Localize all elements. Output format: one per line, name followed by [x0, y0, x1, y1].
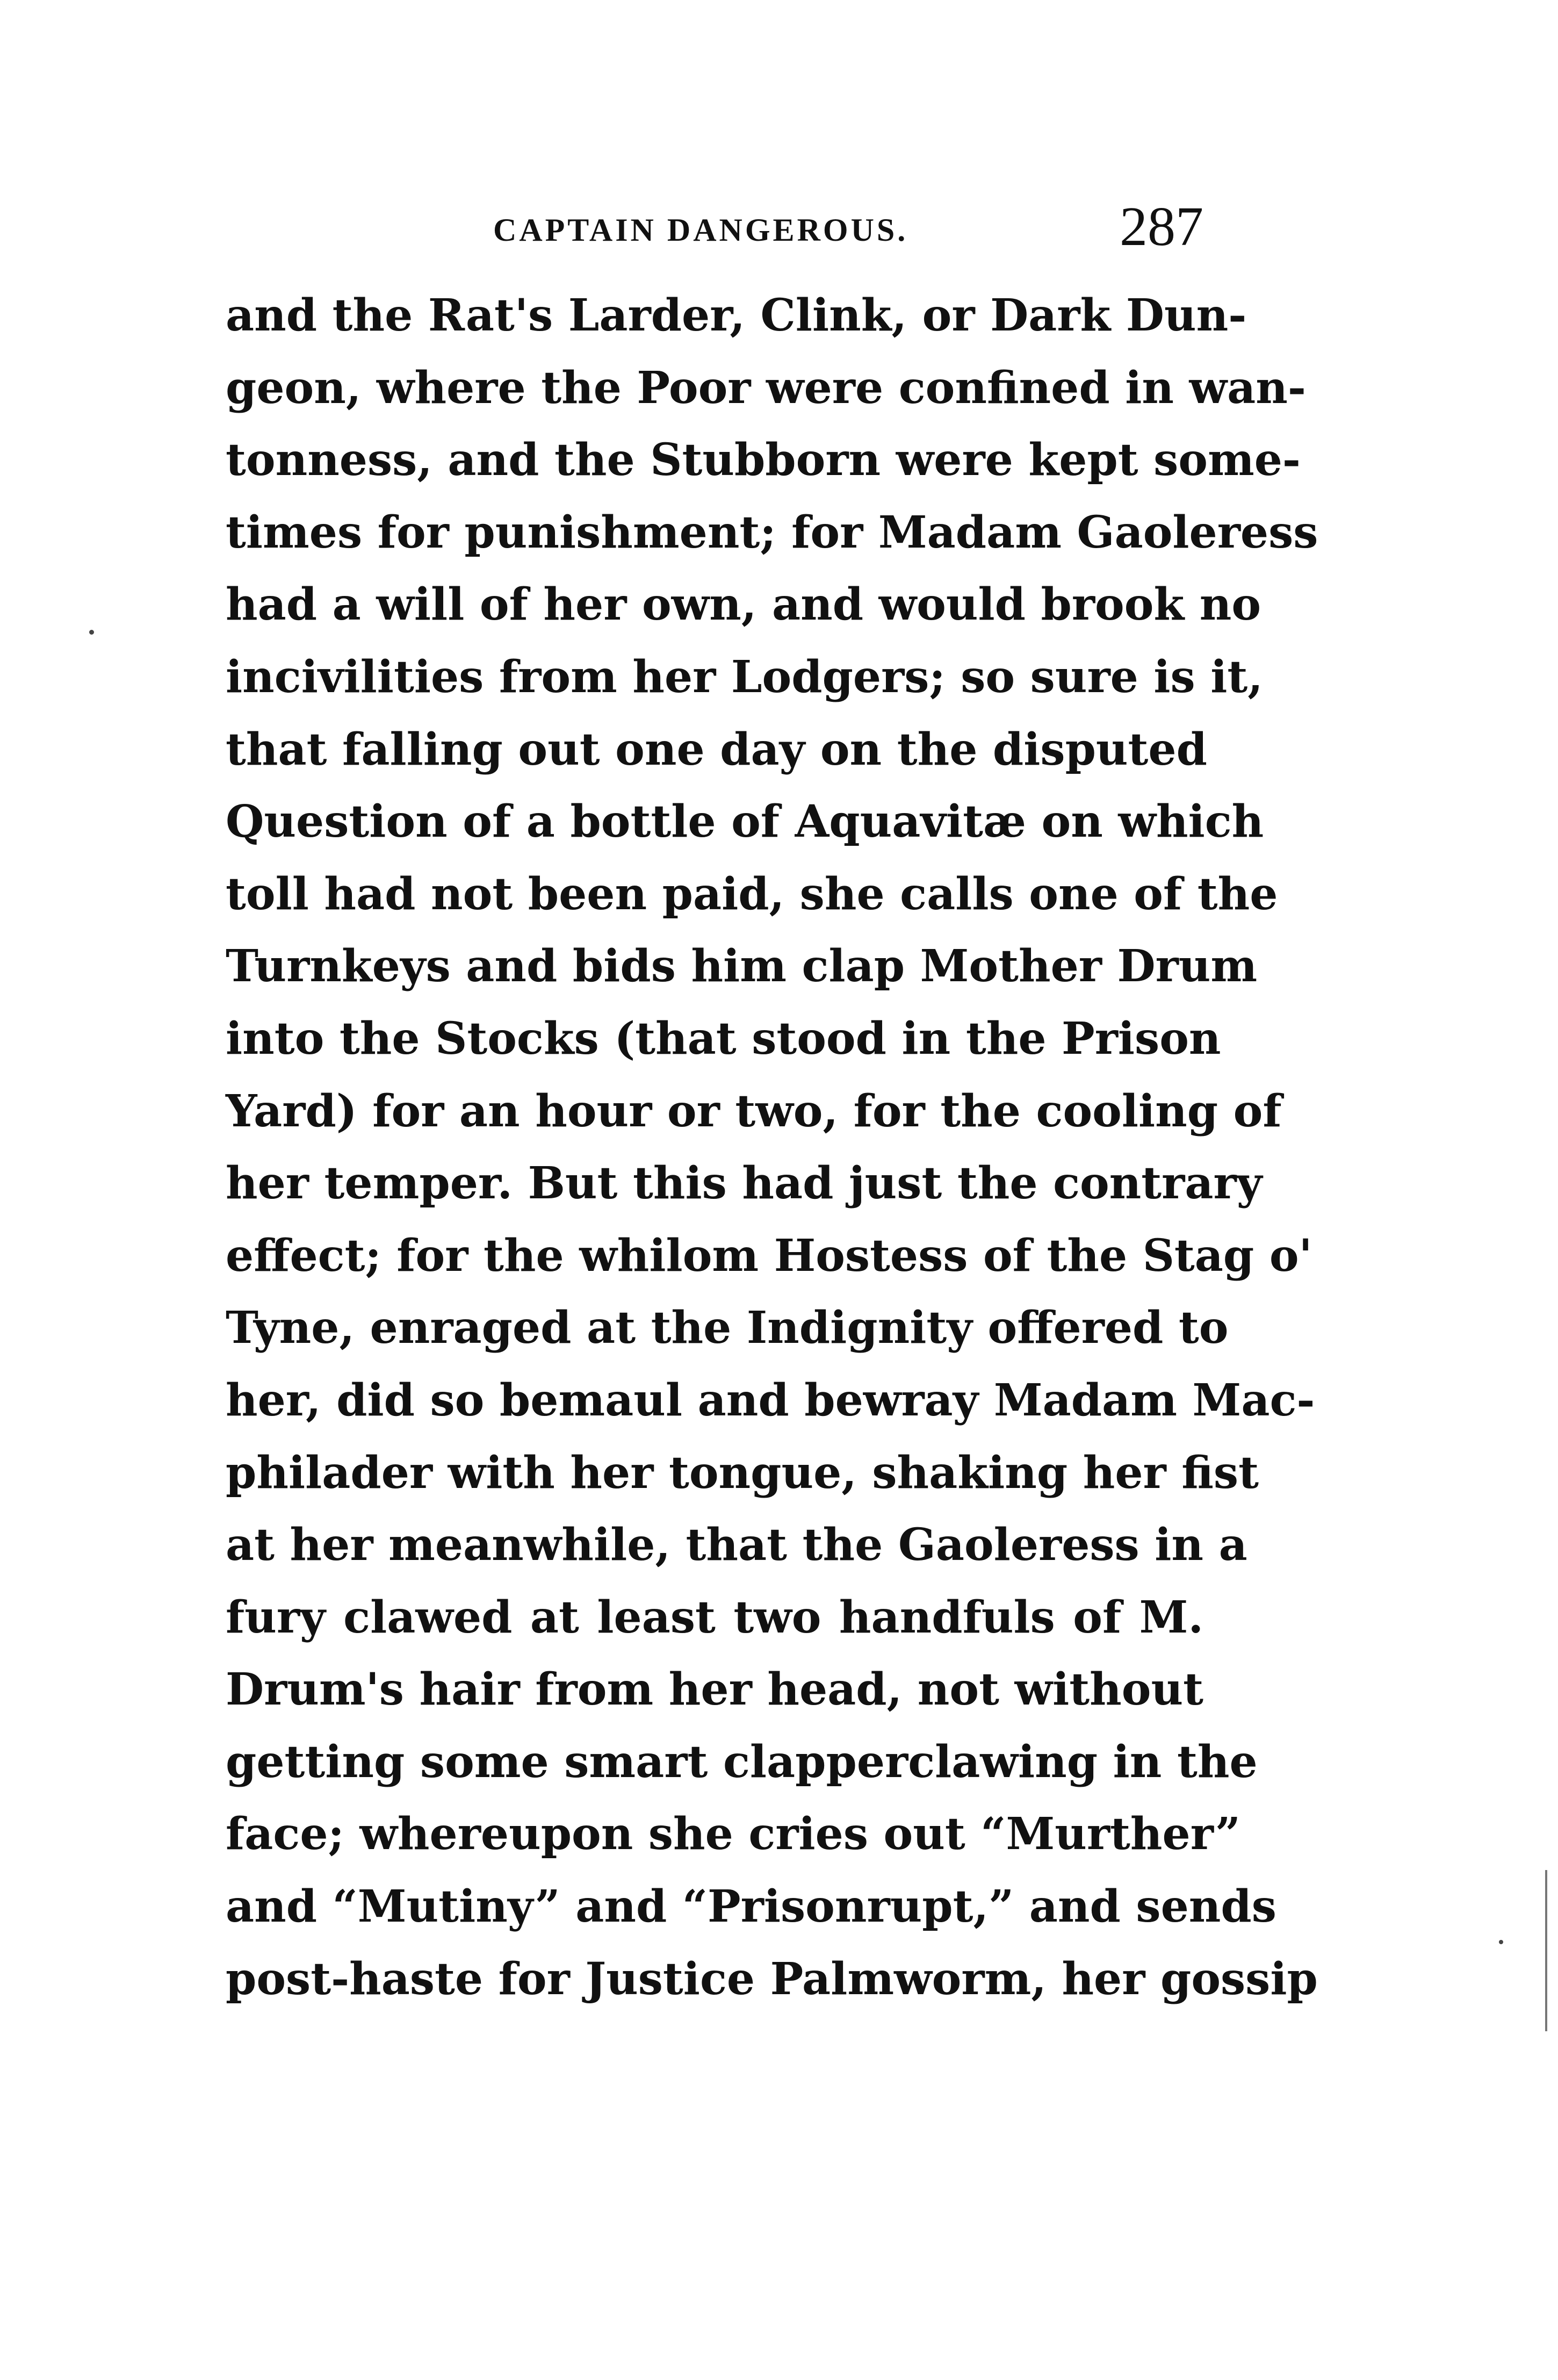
text-line: her, did so bemaul and bewray Madam Mac- — [226, 1374, 1315, 1426]
body-text — [226, 279, 1318, 2015]
text-line: Turnkeys and bids him clap Mother Drum — [226, 940, 1258, 993]
text-line: face; whereupon she cries out “Murther” — [226, 1808, 1241, 1860]
text-line: geon, where the Poor were confined in wan- — [226, 362, 1306, 414]
text-line: times for punishment; for Madam Gaoleress — [226, 506, 1318, 558]
text-line: getting some smart clapperclawing in the — [226, 1736, 1258, 1788]
text-line: and the Rat's Larder, Clink, or Dark Dun- — [226, 290, 1247, 341]
text-line: her temper. But this had just the contrary — [226, 1157, 1263, 1210]
scan-speck — [89, 630, 94, 635]
text-line: at her meanwhile, that the Gaoleress in a — [226, 1519, 1247, 1571]
text-line: Drum's hair from her head, not without — [226, 1664, 1203, 1716]
text-line: into the Stocks (that stood in the Prison — [226, 1012, 1221, 1065]
scan-speck — [1499, 1940, 1503, 1944]
text-line: incivilities from her Lodgers; so sure is it, — [226, 651, 1263, 703]
text-line: and “Mutiny” and “Prisonrupt,” and sends — [226, 1881, 1276, 1933]
running-title: CAPTAIN DANGEROUS. — [493, 212, 908, 248]
page-header — [226, 193, 1203, 258]
page-number: 287 — [1120, 196, 1203, 257]
text-line: fury clawed at least two handfuls of M. — [226, 1591, 1203, 1643]
text-line: Yard) for an hour or two, for the cooling of — [226, 1085, 1282, 1137]
text-line: post-haste for Justice Palmworm, her gossip — [226, 1953, 1318, 2005]
text-line: toll had not been paid, she calls one of the — [226, 868, 1278, 920]
scan-edge-line — [1545, 1870, 1547, 2031]
text-line: Question of a bottle of Aquavitæ on which — [226, 796, 1264, 848]
text-line: effect; for the whilom Hostess of the Stag o' — [226, 1229, 1312, 1282]
text-line: had a will of her own, and would brook no — [226, 579, 1261, 631]
text-line: tonness, and the Stubborn were kept some- — [226, 434, 1301, 486]
text-line: that falling out one day on the disputed — [226, 723, 1207, 775]
text-line: Tyne, enraged at the Indignity offered to — [226, 1302, 1229, 1354]
text-line: philader with her tongue, shaking her fist — [226, 1447, 1259, 1499]
